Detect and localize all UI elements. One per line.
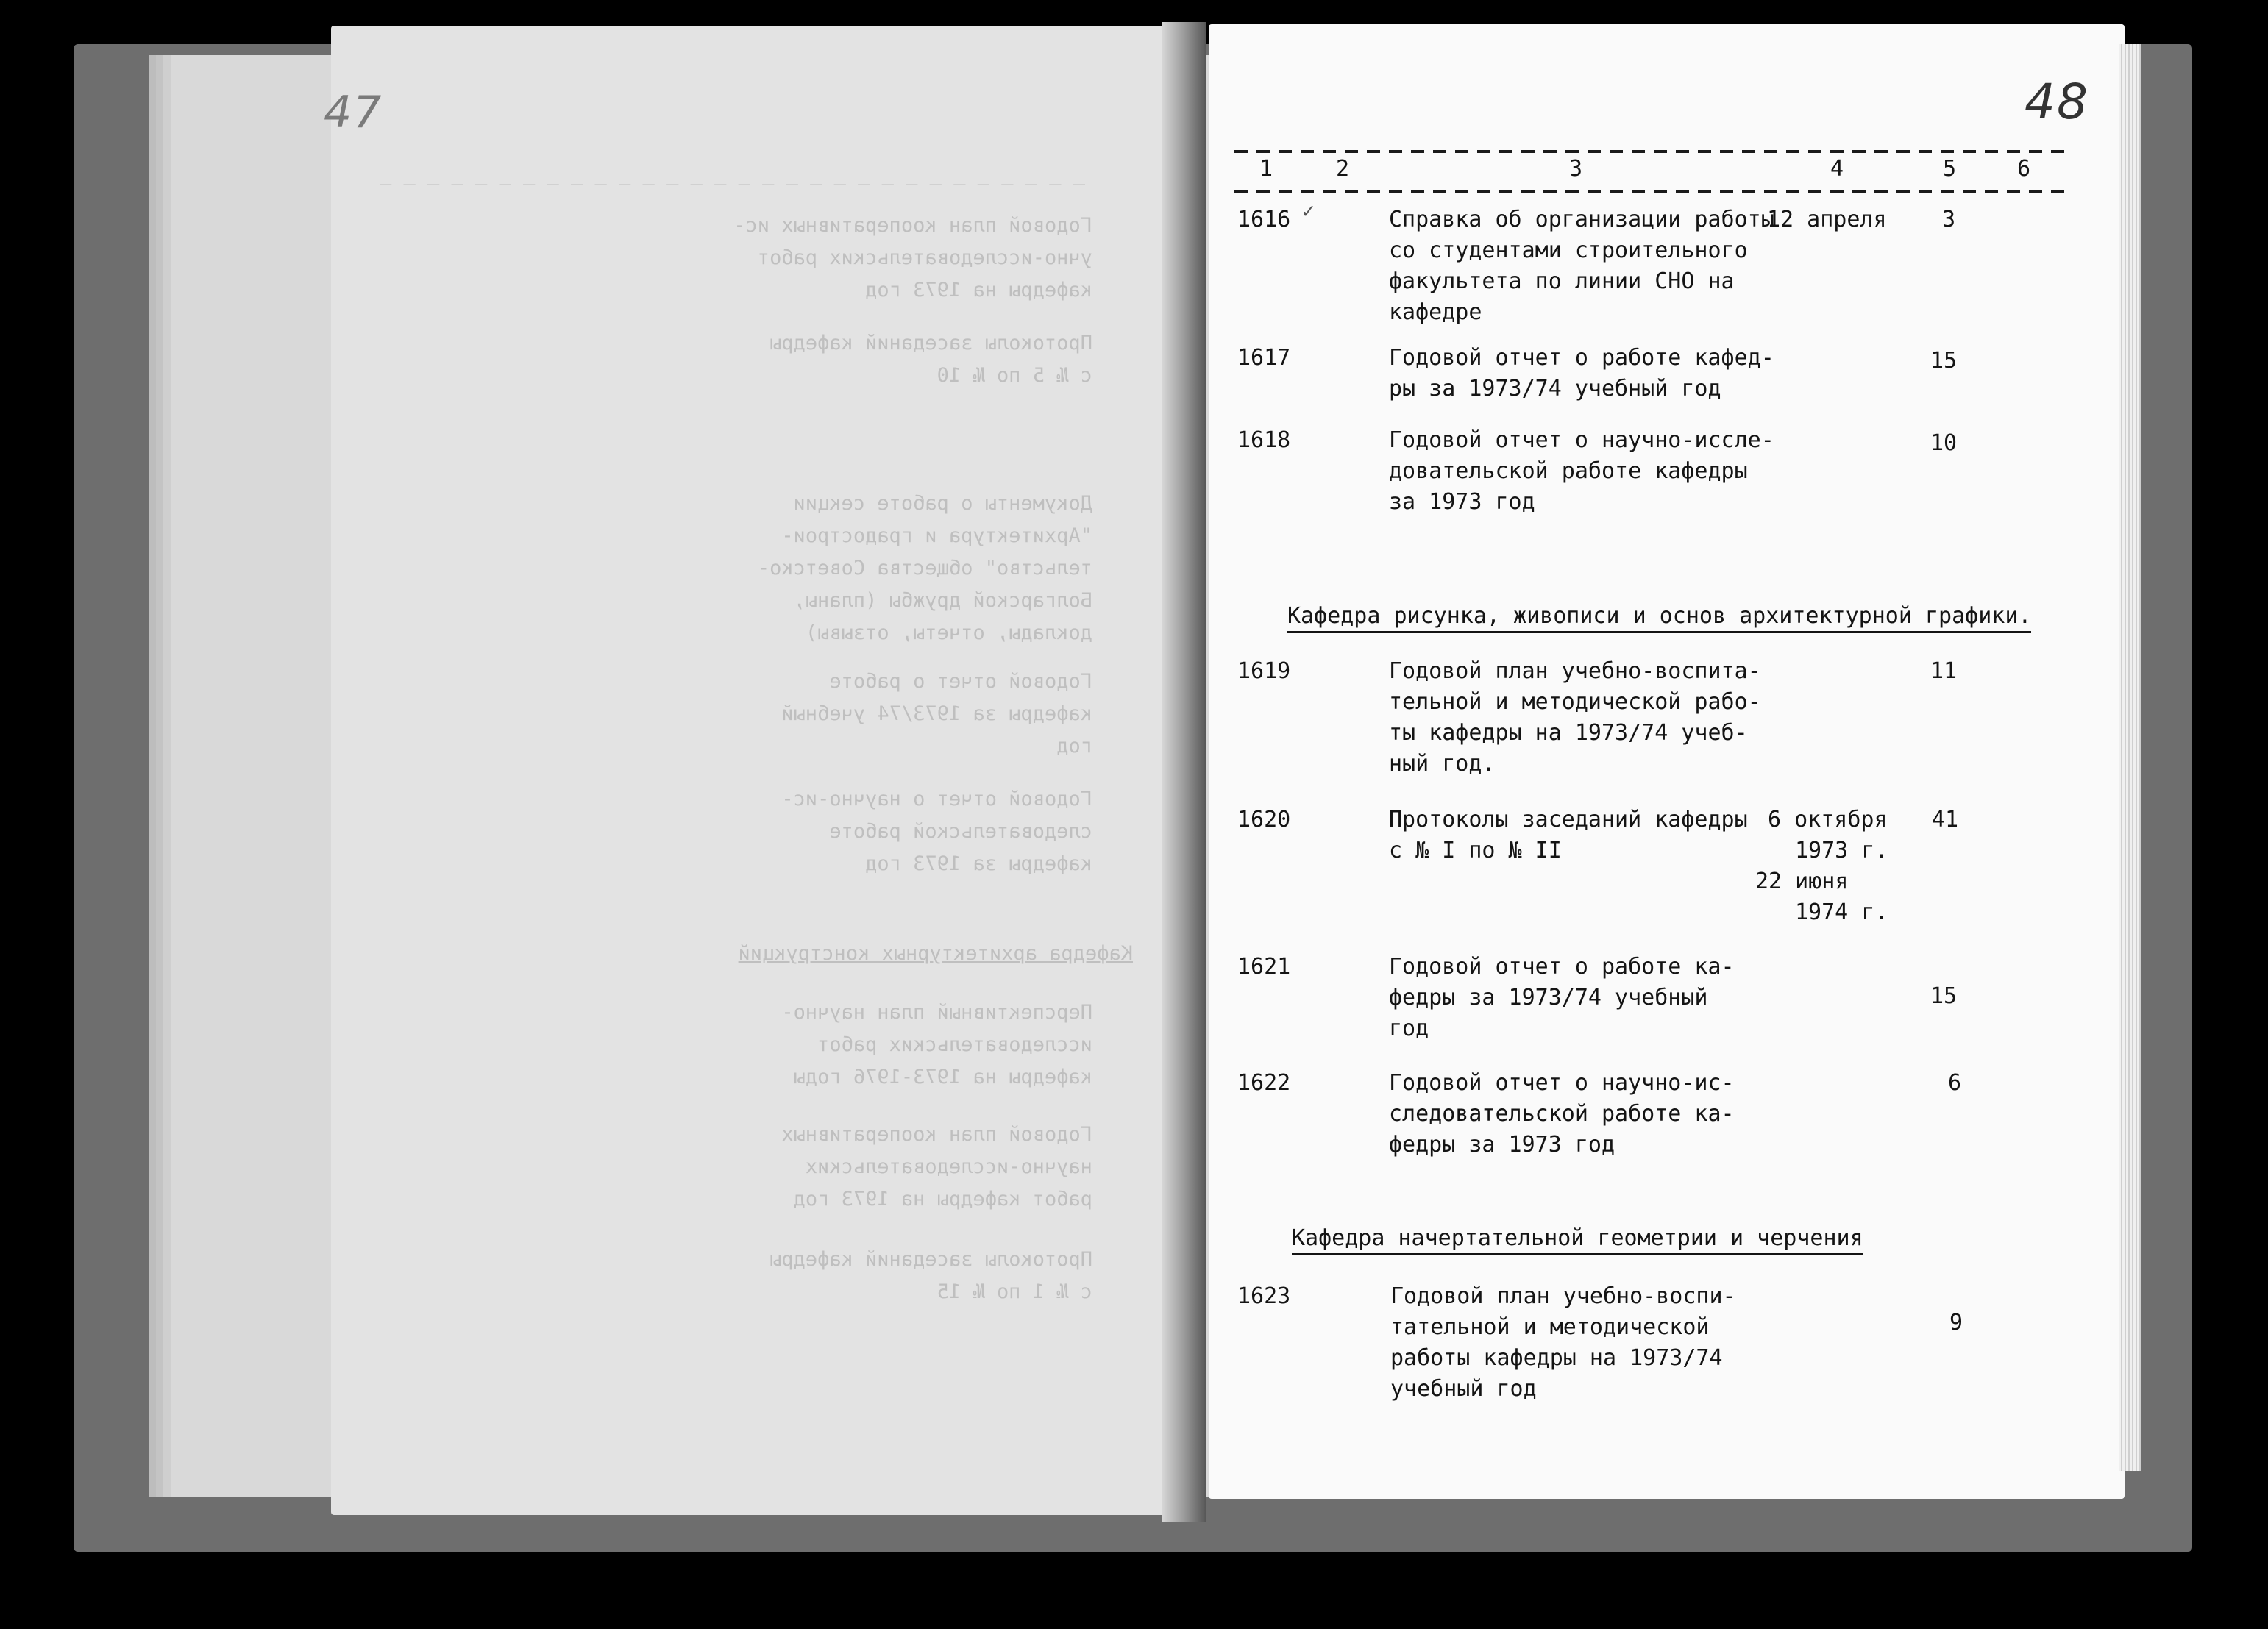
bleed-line: Годовой план кооперативных — [781, 1123, 1092, 1146]
bleed-line: год — [1056, 735, 1092, 758]
column-number: 6 — [2017, 156, 2031, 182]
entry-number: 1618 — [1237, 427, 1291, 453]
right-page-edges — [2119, 44, 2141, 1471]
entry-title-line: ный год. — [1389, 751, 1496, 777]
entry-title-line: Годовой отчет о научно-иссле- — [1389, 427, 1774, 453]
bleed-line: исследовательских работ — [817, 1033, 1092, 1056]
bleed-line: Документы о работе секции — [793, 492, 1092, 515]
entry-number: 1622 — [1237, 1070, 1291, 1096]
entry-date: 6 октября — [1768, 807, 1888, 833]
left-page — [331, 26, 1206, 1515]
bleed-line: доклады, отчеты, отзывы) — [805, 621, 1092, 644]
entry-title-line: кафедре — [1389, 299, 1482, 325]
bleed-line: тельство" общества Советско- — [757, 557, 1092, 580]
bleed-line: Перспективный план научно- — [781, 1001, 1092, 1024]
entry-title-line: с № I по № II — [1389, 838, 1562, 863]
bleed-line: Протоколы заседаний кафедры — [769, 1248, 1092, 1271]
section-heading: Кафедра начертательной геометрии и черчения — [1292, 1224, 1863, 1255]
entry-title-line: ты кафедры на 1973/74 учеб- — [1389, 720, 1748, 746]
bleed-line: кафедры на 1973-1976 годы — [793, 1066, 1092, 1088]
bleed-through-text — [331, 26, 1206, 1515]
bleed-line: Болгарской дружбы (планы, — [793, 589, 1092, 612]
column-number: 2 — [1336, 156, 1350, 182]
bleed-line: "Архитектура и градострои- — [781, 524, 1092, 547]
entry-sheets: 9 — [1949, 1310, 1963, 1336]
entry-number: 1623 — [1237, 1283, 1291, 1309]
entry-title-line: Годовой отчет о научно-ис- — [1389, 1070, 1735, 1096]
entry-title-line: довательской работе кафедры — [1389, 458, 1748, 484]
entry-sheets: 6 — [1948, 1070, 1962, 1096]
bleed-line: кафедры за 1973/74 учебный — [781, 702, 1092, 725]
entry-date: 1973 г. — [1795, 838, 1888, 863]
entry-title-line: Справка об организации работы — [1389, 207, 1774, 232]
folio-left: 47 — [324, 87, 383, 138]
book-gutter — [1162, 22, 1206, 1522]
entry-title-line: работы кафедры на 1973/74 — [1390, 1345, 1723, 1371]
bleed-line: _ _ _ _ _ _ _ _ _ _ _ _ _ _ _ _ _ _ _ _ _ _ _ _ _ _ _ _ _ _ — [379, 163, 1085, 185]
entry-title-line: Годовой отчет о работе ка- — [1389, 954, 1735, 980]
entry-title-line: со студентами строительного — [1389, 238, 1748, 263]
entry-date: 12 апреля — [1767, 207, 1887, 232]
entry-date: 1974 г. — [1795, 899, 1888, 925]
entry-title-line: федры за 1973/74 учебный — [1389, 985, 1708, 1010]
bleed-line: с № 5 по № 10 — [936, 364, 1092, 387]
entry-number: 1620 — [1237, 807, 1291, 833]
entry-title-line: Годовой план учебно-воспи- — [1390, 1283, 1736, 1309]
bleed-line: Годовой отчет о работе — [829, 670, 1092, 693]
entry-number: 1621 — [1237, 954, 1291, 980]
entry-sheets: 11 — [1930, 658, 1958, 684]
entry-title-line: Годовой план учебно-воспита- — [1389, 658, 1761, 684]
entry-title-line: Протоколы заседаний кафедры — [1389, 807, 1748, 833]
column-number: 5 — [1943, 156, 1957, 182]
bleed-line: кафедры на 1973 год — [865, 279, 1092, 302]
section-heading: Кафедра рисунка, живописи и основ архитектурной графики. — [1287, 602, 2031, 633]
entry-sheets: 10 — [1930, 430, 1958, 456]
bleed-line: Годовой план кооперативных ис- — [733, 214, 1092, 237]
entry-title-line: федры за 1973 год — [1389, 1132, 1615, 1158]
entry-title-line: тательной и методической — [1390, 1314, 1710, 1340]
header-rule-top — [1234, 150, 2069, 153]
column-number: 4 — [1830, 156, 1844, 182]
entry-number: 1616 — [1237, 207, 1291, 232]
entry-title-line: факультета по линии СНО на — [1389, 268, 1735, 294]
entry-sheets: 41 — [1932, 807, 1959, 833]
column-number: 1 — [1259, 156, 1273, 182]
bleed-line: кафедры за 1973 год — [865, 852, 1092, 875]
entry-number: 1617 — [1237, 345, 1291, 371]
entry-title-line: следовательской работе ка- — [1389, 1101, 1735, 1127]
entry-title-line: ры за 1973/74 учебный год — [1389, 376, 1721, 402]
bleed-line: Протоколы заседаний кафедры — [769, 332, 1092, 354]
bleed-line: учно-исследовательских работ — [757, 246, 1092, 269]
bleed-line: следовательской работе — [829, 820, 1092, 843]
entry-sheets: 15 — [1930, 983, 1958, 1009]
entry-title-line: учебный год — [1390, 1376, 1537, 1402]
entry-date: 22 июня — [1755, 869, 1849, 894]
bleed-line: Кафедра архитектурных конструкций — [738, 942, 1133, 965]
entry-sheets: 15 — [1930, 348, 1958, 374]
check-mark: ✓ — [1302, 199, 1315, 223]
header-rule-bottom — [1234, 190, 2069, 193]
entry-number: 1619 — [1237, 658, 1291, 684]
bleed-line: с № 1 по № 15 — [936, 1280, 1092, 1303]
entry-title-line: Годовой отчет о работе кафед- — [1389, 345, 1774, 371]
entry-sheets: 3 — [1942, 207, 1956, 232]
bleed-line: работ кафедры на 1973 год — [793, 1188, 1092, 1211]
entry-title-line: тельной и методической рабо- — [1389, 689, 1761, 715]
entry-title-line: год — [1389, 1016, 1429, 1041]
entry-title-line: за 1973 год — [1389, 489, 1535, 515]
folio-right: 48 — [2025, 74, 2089, 130]
column-number: 3 — [1569, 156, 1583, 182]
bleed-line: научно-исследовательских — [805, 1155, 1092, 1178]
bleed-line: Годовой отчет о научно-ис- — [781, 788, 1092, 810]
